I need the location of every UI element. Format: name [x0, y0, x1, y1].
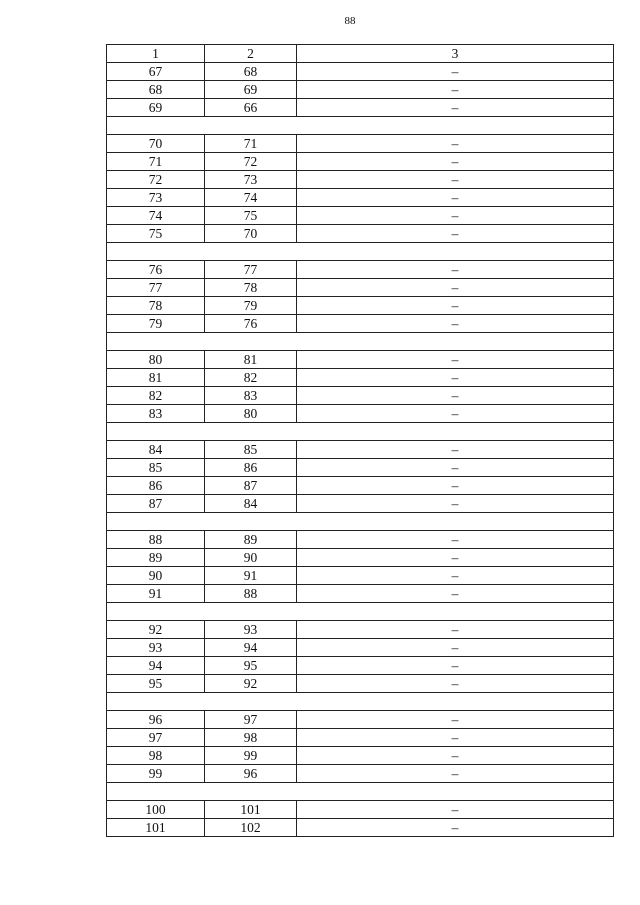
cell-from: 71	[107, 153, 205, 171]
cell-to: 101	[205, 801, 297, 819]
data-table	[106, 44, 614, 837]
cell-to: 81	[205, 351, 297, 369]
cell-from: 69	[107, 99, 205, 117]
table-row	[107, 567, 614, 585]
page-number: 88	[344, 15, 356, 27]
table-row	[107, 459, 614, 477]
cell-value: –	[297, 729, 614, 747]
cell-from: 91	[107, 585, 205, 603]
cell-value: –	[297, 63, 614, 81]
group-separator-row	[107, 117, 614, 135]
cell-from: 95	[107, 675, 205, 693]
cell-value: –	[297, 315, 614, 333]
cell-from: 76	[107, 261, 205, 279]
cell-value: –	[297, 135, 614, 153]
cell-to: 69	[205, 81, 297, 99]
cell-to: 87	[205, 477, 297, 495]
cell-value: –	[297, 369, 614, 387]
cell-to: 79	[205, 297, 297, 315]
cell-value: –	[297, 531, 614, 549]
table-row	[107, 729, 614, 747]
table-row	[107, 819, 614, 837]
cell-value: –	[297, 441, 614, 459]
cell-from: 85	[107, 459, 205, 477]
cell-value: –	[297, 819, 614, 837]
cell-from: 84	[107, 441, 205, 459]
cell-to: 95	[205, 657, 297, 675]
cell-from: 73	[107, 189, 205, 207]
cell-from: 97	[107, 729, 205, 747]
table-row	[107, 711, 614, 729]
cell-to: 88	[205, 585, 297, 603]
cell-to: 71	[205, 135, 297, 153]
cell-to: 80	[205, 405, 297, 423]
cell-to: 97	[205, 711, 297, 729]
group-separator-row	[107, 513, 614, 531]
cell-to: 83	[205, 387, 297, 405]
group-separator-row	[107, 693, 614, 711]
cell-from: 98	[107, 747, 205, 765]
table-row	[107, 477, 614, 495]
table-row	[107, 315, 614, 333]
cell-from: 86	[107, 477, 205, 495]
separator-cell	[107, 333, 614, 351]
cell-value: –	[297, 81, 614, 99]
table-row	[107, 675, 614, 693]
cell-value: –	[297, 297, 614, 315]
cell-value: –	[297, 567, 614, 585]
cell-from: 99	[107, 765, 205, 783]
cell-to: 77	[205, 261, 297, 279]
table-row	[107, 99, 614, 117]
cell-to: 82	[205, 369, 297, 387]
separator-cell	[107, 243, 614, 261]
column-header: 1	[107, 45, 205, 63]
cell-from: 68	[107, 81, 205, 99]
cell-from: 67	[107, 63, 205, 81]
table-row	[107, 369, 614, 387]
cell-to: 68	[205, 63, 297, 81]
cell-to: 99	[205, 747, 297, 765]
cell-value: –	[297, 99, 614, 117]
separator-cell	[107, 423, 614, 441]
cell-to: 96	[205, 765, 297, 783]
table-row	[107, 657, 614, 675]
cell-value: –	[297, 657, 614, 675]
cell-value: –	[297, 711, 614, 729]
cell-from: 92	[107, 621, 205, 639]
cell-to: 73	[205, 171, 297, 189]
cell-value: –	[297, 585, 614, 603]
table-row	[107, 153, 614, 171]
cell-value: –	[297, 459, 614, 477]
cell-from: 79	[107, 315, 205, 333]
cell-value: –	[297, 621, 614, 639]
separator-cell	[107, 693, 614, 711]
table-row	[107, 189, 614, 207]
cell-to: 92	[205, 675, 297, 693]
cell-value: –	[297, 801, 614, 819]
separator-cell	[107, 783, 614, 801]
cell-from: 77	[107, 279, 205, 297]
table-row	[107, 549, 614, 567]
cell-value: –	[297, 405, 614, 423]
column-header: 3	[297, 45, 614, 63]
table-body	[107, 45, 614, 837]
cell-value: –	[297, 477, 614, 495]
column-header: 2	[205, 45, 297, 63]
table-row	[107, 279, 614, 297]
cell-from: 78	[107, 297, 205, 315]
cell-value: –	[297, 207, 614, 225]
cell-to: 91	[205, 567, 297, 585]
table-row	[107, 171, 614, 189]
cell-from: 72	[107, 171, 205, 189]
cell-from: 89	[107, 549, 205, 567]
table-header-row	[107, 45, 614, 63]
separator-cell	[107, 117, 614, 135]
cell-from: 83	[107, 405, 205, 423]
table-row	[107, 261, 614, 279]
table-row	[107, 639, 614, 657]
table-row	[107, 207, 614, 225]
table-row	[107, 585, 614, 603]
separator-cell	[107, 513, 614, 531]
cell-to: 84	[205, 495, 297, 513]
group-separator-row	[107, 423, 614, 441]
cell-to: 89	[205, 531, 297, 549]
cell-to: 102	[205, 819, 297, 837]
group-separator-row	[107, 243, 614, 261]
cell-to: 72	[205, 153, 297, 171]
cell-to: 74	[205, 189, 297, 207]
cell-to: 94	[205, 639, 297, 657]
cell-to: 85	[205, 441, 297, 459]
table-row	[107, 351, 614, 369]
table-row	[107, 621, 614, 639]
table-row	[107, 297, 614, 315]
cell-from: 94	[107, 657, 205, 675]
table-row	[107, 225, 614, 243]
cell-value: –	[297, 153, 614, 171]
cell-from: 93	[107, 639, 205, 657]
table-row	[107, 441, 614, 459]
cell-from: 101	[107, 819, 205, 837]
cell-from: 100	[107, 801, 205, 819]
cell-value: –	[297, 279, 614, 297]
table-row	[107, 747, 614, 765]
table-row	[107, 135, 614, 153]
cell-value: –	[297, 675, 614, 693]
table-row	[107, 801, 614, 819]
table-row	[107, 765, 614, 783]
cell-to: 76	[205, 315, 297, 333]
cell-from: 80	[107, 351, 205, 369]
table-row	[107, 495, 614, 513]
cell-to: 70	[205, 225, 297, 243]
cell-from: 81	[107, 369, 205, 387]
group-separator-row	[107, 333, 614, 351]
separator-cell	[107, 603, 614, 621]
cell-to: 66	[205, 99, 297, 117]
cell-value: –	[297, 189, 614, 207]
table-row	[107, 387, 614, 405]
cell-value: –	[297, 747, 614, 765]
table-row	[107, 63, 614, 81]
cell-from: 88	[107, 531, 205, 549]
table-row	[107, 531, 614, 549]
cell-from: 96	[107, 711, 205, 729]
cell-value: –	[297, 639, 614, 657]
cell-from: 70	[107, 135, 205, 153]
cell-value: –	[297, 261, 614, 279]
cell-value: –	[297, 387, 614, 405]
cell-value: –	[297, 171, 614, 189]
cell-from: 87	[107, 495, 205, 513]
cell-value: –	[297, 765, 614, 783]
cell-from: 75	[107, 225, 205, 243]
cell-to: 75	[205, 207, 297, 225]
cell-value: –	[297, 351, 614, 369]
cell-to: 86	[205, 459, 297, 477]
cell-to: 90	[205, 549, 297, 567]
table-row	[107, 81, 614, 99]
cell-from: 82	[107, 387, 205, 405]
group-separator-row	[107, 603, 614, 621]
cell-value: –	[297, 495, 614, 513]
cell-to: 93	[205, 621, 297, 639]
group-separator-row	[107, 783, 614, 801]
cell-value: –	[297, 549, 614, 567]
table-row	[107, 405, 614, 423]
cell-from: 74	[107, 207, 205, 225]
cell-to: 98	[205, 729, 297, 747]
cell-value: –	[297, 225, 614, 243]
cell-to: 78	[205, 279, 297, 297]
cell-from: 90	[107, 567, 205, 585]
